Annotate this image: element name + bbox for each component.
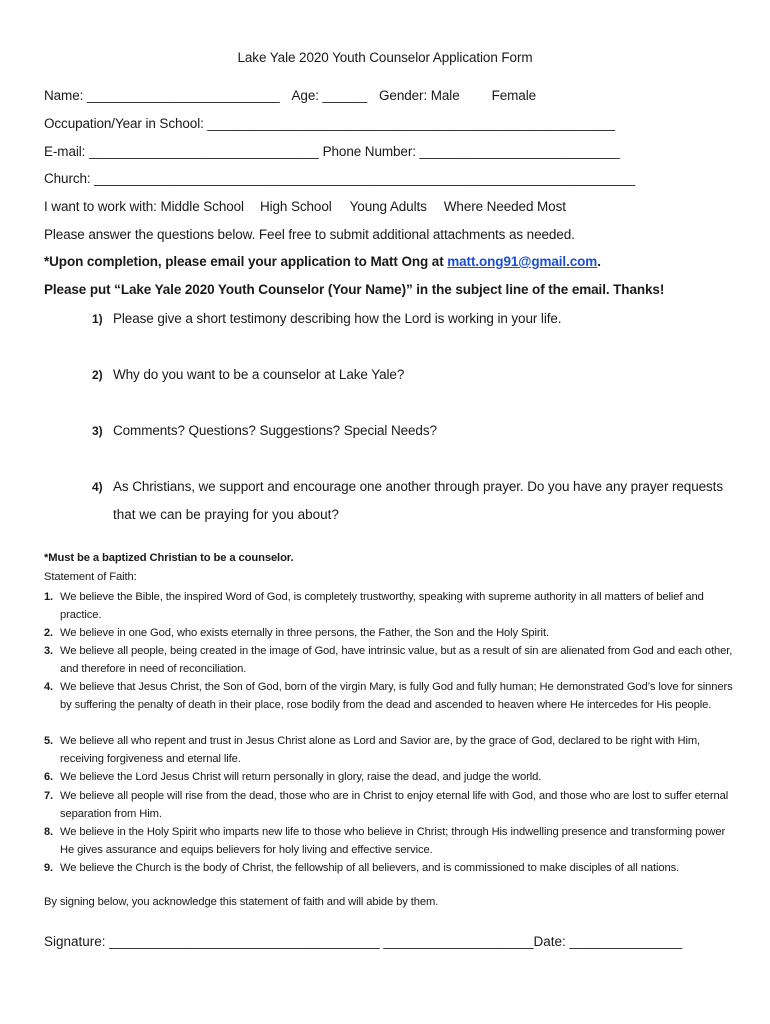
- faith-statement-item: [44, 787, 734, 823]
- faith-statement-item: [44, 823, 734, 859]
- age-field[interactable]: Age: ______: [291, 88, 368, 103]
- statement-of-faith-heading: Statement of Faith:: [44, 571, 137, 583]
- question-number: 1): [92, 312, 103, 326]
- name-field[interactable]: Name: __________________________: [44, 88, 280, 103]
- question-text: Why do you want to be a counselor at Lake Yale?: [113, 367, 405, 382]
- name-row: [44, 88, 536, 103]
- item-text: We believe all people, being created in the image of God, have intrinsic value, but as a result of sin are alienated from God and each other, and therefore in need of reconciliation.: [60, 645, 733, 675]
- work-with-where-needed[interactable]: Where Needed Most: [443, 199, 566, 214]
- email-field[interactable]: E-mail: _______________________________: [44, 144, 319, 159]
- question-text: Comments? Questions? Suggestions? Special Needs?: [113, 423, 437, 438]
- work-with-row: [44, 199, 566, 214]
- occupation-field[interactable]: Occupation/Year in School: _______________________________________________________: [44, 116, 615, 131]
- item-number: 5.: [44, 735, 53, 747]
- item-number: 9.: [44, 862, 53, 874]
- item-text: We believe the Lord Jesus Christ will return personally in glory, raise the dead, and judge the world.: [60, 771, 542, 783]
- item-number: 3.: [44, 645, 53, 657]
- item-number: 8.: [44, 826, 53, 838]
- form-title: Lake Yale 2020 Youth Counselor Application Form: [237, 50, 533, 65]
- question-text: As Christians, we support and encourage one another through prayer. Do you have any prayer requests: [113, 479, 723, 494]
- church-field[interactable]: Church: _________________________________________________________________________: [44, 171, 636, 186]
- faith-statement-item: [44, 642, 734, 678]
- phone-field[interactable]: Phone Number: ___________________________: [322, 144, 620, 159]
- work-with-young-adults[interactable]: Young Adults: [349, 199, 427, 214]
- faith-statement-item: [44, 732, 734, 768]
- signature-date-field[interactable]: Signature: ____________________________________ ____________________Date: _______________: [44, 934, 683, 949]
- faith-statement-item: [44, 768, 734, 786]
- item-text: We believe in the Holy Spirit who imparts new life to those who believe in Christ; through His indwelling presence and transforming power He gives assurance and equips believers for holy living and effective service.: [60, 826, 726, 856]
- work-with-middle-school[interactable]: I want to work with: Middle School: [44, 199, 244, 214]
- item-text: We believe the Bible, the inspired Word of God, is completely trustworthy, speaking with supreme authority in all matters of belief and practice.: [60, 591, 704, 621]
- faith-statement-item: [44, 678, 734, 714]
- item-number: 4.: [44, 681, 53, 693]
- item-number: 6.: [44, 771, 53, 783]
- question-number: 2): [92, 368, 103, 382]
- email-link[interactable]: matt.ong91@gmail.com: [447, 254, 598, 269]
- question-text: Please give a short testimony describing how the Lord is working in your life.: [113, 311, 562, 326]
- gender-male-option[interactable]: Gender: Male: [379, 88, 460, 103]
- faith-statement-item: [44, 588, 734, 624]
- item-text: We believe in one God, who exists eternally in three persons, the Father, the Son and the Holy Spirit.: [60, 627, 549, 639]
- item-text: We believe that Jesus Christ, the Son of God, born of the virgin Mary, is fully God and fully human; He demonstrated God’s love for sinners by suffering the penalty of death in their place, rose bodily from the dead and ascended to heaven where He intercedes for His people.: [60, 681, 733, 711]
- faith-statement-item: [44, 859, 734, 877]
- item-text: We believe the Church is the body of Christ, the fellowship of all believers, and is commissioned to make disciples of all nations.: [60, 862, 680, 874]
- item-number: 1.: [44, 591, 53, 603]
- acknowledgement-text: By signing below, you acknowledge this statement of faith and will abide by them.: [44, 896, 439, 908]
- email-note-prefix: *Upon completion, please email your application to Matt Ong at: [44, 254, 448, 269]
- item-text: We believe all who repent and trust in Jesus Christ alone as Lord and Savior are, by the grace of God, declared to be right with Him, receiving forgiveness and eternal life.: [60, 735, 701, 765]
- instructions-text: Please answer the questions below. Feel free to submit additional attachments as needed.: [44, 227, 575, 242]
- work-with-high-school[interactable]: High School: [259, 199, 332, 214]
- subject-note: Please put “Lake Yale 2020 Youth Counselor (Your Name)” in the subject line of the email. Thanks!: [44, 282, 665, 297]
- baptized-note: *Must be a baptized Christian to be a counselor.: [44, 552, 294, 564]
- question-4-continued: that we can be praying for you about?: [113, 507, 339, 522]
- item-text: We believe all people will rise from the dead, those who are in Christ to enjoy eternal life with God, and those who are lost to suffer eternal separation from Him.: [60, 790, 729, 820]
- question-number: 4): [92, 480, 103, 494]
- email-row: [44, 144, 620, 159]
- faith-statement-item: [44, 624, 734, 642]
- email-note-suffix: .: [597, 254, 601, 269]
- question-number: 3): [92, 424, 103, 438]
- item-number: 7.: [44, 790, 53, 802]
- email-note: [44, 254, 601, 269]
- item-number: 2.: [44, 627, 53, 639]
- gender-female-option[interactable]: Female: [491, 88, 537, 103]
